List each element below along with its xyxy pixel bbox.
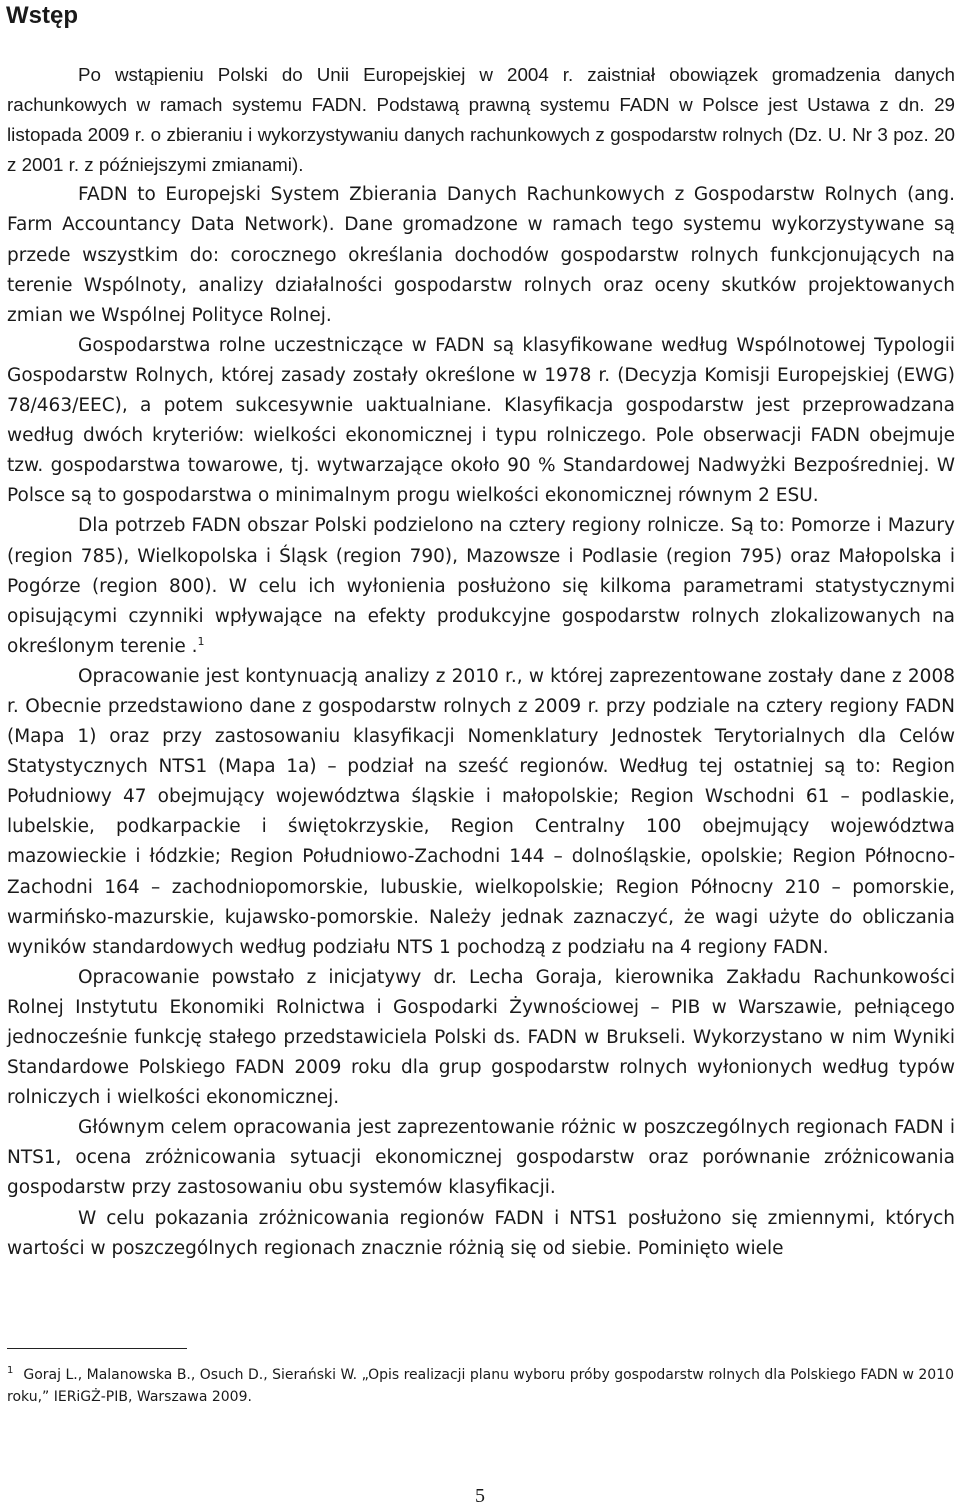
- paragraph: Po wstąpieniu Polski do Unii Europejskiej w 2004 r. zaistniał obowiązek gromadzenia danych rachunkowych w ramach systemu FADN. Podstawą prawną systemu FADN w Polsce jest Ustawa z dn. 29 listopada 2009 r. o zbieraniu i wykorzystywaniu danych rachunkowych z gospodarstw rolnych (Dz. U. Nr 3 poz. 20 z 2001 r. z późniejszymi zmianami).: [7, 64, 955, 176]
- footnote-reference: 1: [197, 634, 205, 648]
- footnote-text: Goraj L., Malanowska B., Osuch D., Sierański W. „Opis realizacji planu wyboru próby gospodarstw rolnych dla Polskiego FADN w 2010 roku,” IERiGŻ-PIB, Warszawa 2009.: [7, 1367, 954, 1405]
- paragraph: [7, 511, 955, 661]
- paragraph: Opracowanie jest kontynuacją analizy z 2010 r., w której zaprezentowane zostały dane z 2008 r. Obecnie przedstawiono dane z gospodarstw rolnych z 2009 r. przy podziale na cztery regiony FADN (Mapa 1) oraz przy zastosowaniu klasyfikacji Nomenklatury Jednostek Terytorialnych dla Celów Statystycznych NTS1 (Mapa 1a) – podział na sześć regionów. Według tej ostatniej są to: Region Południowy 47 obejmujący województwa śląskie i małopolskie; Region Wschodni 61 – podlaskie, lubelskie, podkarpackie i świętokrzyskie, Region Centralny 100 obejmujący województwa mazowieckie i łódzkie; Region Południowo-Zachodni 144 – dolnośląskie, opolskie; Region Północno-Zachodni 164 – zachodniopomorskie, lubuskie, wielkopolskie; Region Północny 210 – pomorskie, warmińsko-mazurskie, kujawsko-pomorskie. Należy jednak zaznaczyć, że wagi użyte do obliczania wyników standardowych według podziału NTS 1 pochodzą z podziału na 4 regiony FADN.: [7, 665, 955, 958]
- paragraph: Gospodarstwa rolne uczestniczące w FADN są klasyfikowane według Wspólnotowej Typologii Gospodarstw Rolnych, której zasady zostały określone w 1978 r. (Decyzja Komisji Europejskiej (EWG) 78/463/EEC), a potem sukcesywnie uaktualniane. Klasyfikacja gospodarstw jest przeprowadzana według dwóch kryteriów: wielkości ekonomicznej i typu rolniczego. Pole obserwacji FADN obejmuje tzw. gospodarstwa towarowe, tj. wytwarzające około 90 % Standardowej Nadwyżki Bezpośredniej. W Polsce są to gospodarstwa o minimalnym progu wielkości ekonomicznej równym 2 ESU.: [7, 334, 955, 507]
- body-text: [7, 60, 955, 1264]
- paragraph: Głównym celem opracowania jest zaprezentowanie różnic w poszczególnych regionach FADN i NTS1, ocena zróżnicowania sytuacji ekonomicznej gospodarstw oraz porównanie zróżnicowania gospodarstw przy zastosowaniu obu systemów klasyfikacji.: [7, 1117, 955, 1199]
- page-number: 5: [475, 1485, 485, 1507]
- paragraph-text: Dla potrzeb FADN obszar Polski podzielono na cztery regiony rolnicze. Są to: Pomorze i Mazury (region 785), Wielkopolska i Śląsk (region 790), Mazowsze i Podlasie (region 795) oraz Małopolska i Pogórze (region 800). W celu ich wyłonienia posłużono się kilkoma parametrami statystycznymi opisującymi czynniki wpływające na efekty produkcyjne gospodarstw rolnych zlokalizowanych na określonym terenie .: [7, 515, 955, 657]
- paragraph: FADN to Europejski System Zbierania Danych Rachunkowych z Gospodarstw Rolnych (ang. Farm Accountancy Data Network). Dane gromadzone w ramach tego systemu wykorzystywane są przede wszystkim do: corocznego określania dochodów gospodarstw rolnych funkcjonujących na terenie Wspólnoty, analizy działalności gospodarstw rolnych oraz oceny skutków projektowanych zmian we Wspólnej Polityce Rolnej.: [7, 184, 955, 326]
- paragraph: W celu pokazania zróżnicowania regionów FADN i NTS1 posłużono się zmiennymi, których wartości w poszczególnych regionach znacznie różnią się od siebie. Pominięto wiele: [7, 1207, 955, 1259]
- footnote: [7, 1364, 955, 1408]
- footnote-number: 1: [7, 1365, 14, 1376]
- footnote-separator: [7, 1348, 187, 1349]
- paragraph: Opracowanie powstało z inicjatywy dr. Lecha Goraja, kierownika Zakładu Rachunkowości Rolnej Instytutu Ekonomiki Rolnictwa i Gospodarki Żywnościowej – PIB w Warszawie, pełniącego jednocześnie funkcję stałego przedstawiciela Polski ds. FADN w Brukseli. Wykorzystano w nim Wyniki Standardowe Polskiego FADN 2009 roku dla grup gospodarstw rolnych wyłonionych według typów rolniczych i wielkości ekonomicznej.: [7, 966, 955, 1109]
- section-heading: Wstęp: [6, 2, 78, 29]
